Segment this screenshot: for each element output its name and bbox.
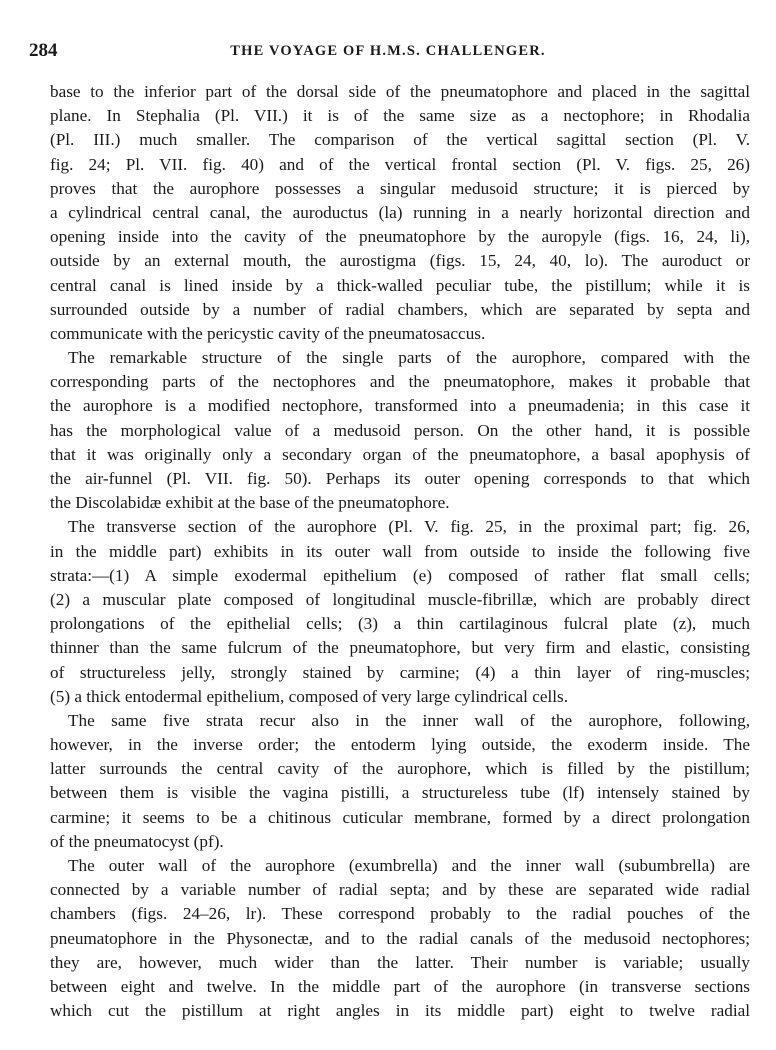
paragraph-3 (50, 515, 750, 709)
text-line: prolongations of the epithelial cells; (3) a thin cartilaginous fulcral plate (z), much (50, 614, 750, 634)
text-line: surrounded outside by a number of radial chambers, which are separated by septa and (50, 299, 750, 319)
text-line: opening inside into the cavity of the pneumatophore by the auropyle (figs. 16, 24, li), (50, 227, 750, 247)
text-line: thinner than the same fulcrum of the pneumatophore, but very firm and elastic, consisting (50, 638, 750, 658)
text-line: which cut the pistillum at right angles in its middle part) eight to twelve radial (50, 1001, 750, 1021)
text-line: a cylindrical central canal, the auroductus (la) running in a nearly horizontal direction and (50, 202, 750, 222)
text-line: (Pl. III.) much smaller. The comparison of the vertical sagittal section (Pl. V. (50, 130, 750, 150)
text-line: (2) a muscular plate composed of longitudinal muscle-fibrillæ, which are probably direct (50, 589, 750, 609)
text-line: of the pneumatocyst (pf). (50, 831, 224, 851)
paragraph-4 (50, 709, 750, 854)
text-line: communicate with the pericystic cavity of the pneumatosaccus. (50, 323, 486, 343)
paragraph-1 (50, 80, 750, 346)
text-line: proves that the aurophore possesses a singular medusoid structure; it is pierced by (50, 178, 750, 198)
text-line: the aurophore is a modified nectophore, transformed into a pneumadenia; in this case it (50, 396, 750, 416)
text-line: plane. In Stephalia (Pl. VII.) it is of the same size as a nectophore; in Rhodalia (50, 106, 750, 126)
text-line: the Discolabidæ exhibit at the base of the pneumatophore. (50, 493, 450, 513)
text-line: that it was originally only a secondary organ of the pneumatophore, a basal apophysis of (50, 444, 750, 464)
text-line: in the middle part) exhibits in its outer wall from outside to inside the following five (50, 541, 750, 561)
text-line: has the morphological value of a medusoid person. On the other hand, it is possible (50, 420, 750, 440)
text-line: The remarkable structure of the single parts of the aurophore, compared with the (68, 348, 750, 368)
text-line: fig. 24; Pl. VII. fig. 40) and of the vertical frontal section (Pl. V. figs. 25, 26) (50, 154, 750, 174)
running-header (29, 40, 747, 66)
text-line: latter surrounds the central cavity of the aurophore, which is filled by the pistillum; (50, 759, 750, 779)
text-line: outside by an external mouth, the aurostigma (figs. 15, 24, 40, lo). The auroduct or (50, 251, 750, 271)
text-line: connected by a variable number of radial septa; and by these are separated wide radial (50, 880, 750, 900)
text-line: The outer wall of the aurophore (exumbrella) and the inner wall (subumbrella) are (68, 856, 750, 875)
page-body (50, 80, 750, 1023)
text-line: between eight and twelve. In the middle part of the aurophore (in transverse sections (50, 976, 750, 996)
text-line: the air-funnel (Pl. VII. fig. 50). Perhaps its outer opening corresponds to that which (50, 469, 750, 488)
text-line: corresponding parts of the nectophores and the pneumatophore, makes it probable that (50, 372, 750, 392)
text-line: between them is visible the vagina pistilli, a structureless tube (lf) intensely stained by (50, 783, 750, 803)
text-line: pneumatophore in the Physonectæ, and to the radial canals of the medusoid nectophores; (50, 928, 750, 948)
text-line: The transverse section of the aurophore (Pl. V. fig. 25, in the proximal part; fig. 26, (68, 517, 750, 537)
text-line: base to the inferior part of the dorsal side of the pneumatophore and placed in the sagittal (50, 82, 750, 101)
text-line: central canal is lined inside by a thick-walled peculiar tube, the pistillum; while it is (50, 275, 750, 295)
text-line: however, in the inverse order; the entoderm lying outside, the exoderm inside. The (50, 735, 750, 755)
text-line: carmine; it seems to be a chitinous cuticular membrane, formed by a direct prolongation (50, 807, 750, 827)
running-title: THE VOYAGE OF H.M.S. CHALLENGER. (230, 43, 546, 59)
paragraph-2 (50, 346, 750, 515)
paragraph-5 (50, 854, 750, 1023)
text-line: of structureless jelly, strongly stained by carmine; (4) a thin layer of ring-muscles; (50, 662, 750, 682)
text-line: chambers (figs. 24–26, lr). These correspond probably to the radial pouches of the (50, 904, 750, 924)
text-line: they are, however, much wider than the latter. Their number is variable; usually (50, 952, 750, 972)
text-line: strata:—(1) A simple exodermal epithelium (e) composed of rather flat small cells; (50, 565, 750, 585)
text-line: The same five strata recur also in the inner wall of the aurophore, following, (68, 710, 750, 730)
text-line: (5) a thick entodermal epithelium, composed of very large cylindrical cells. (50, 686, 568, 706)
page-number: 284 (29, 40, 58, 61)
